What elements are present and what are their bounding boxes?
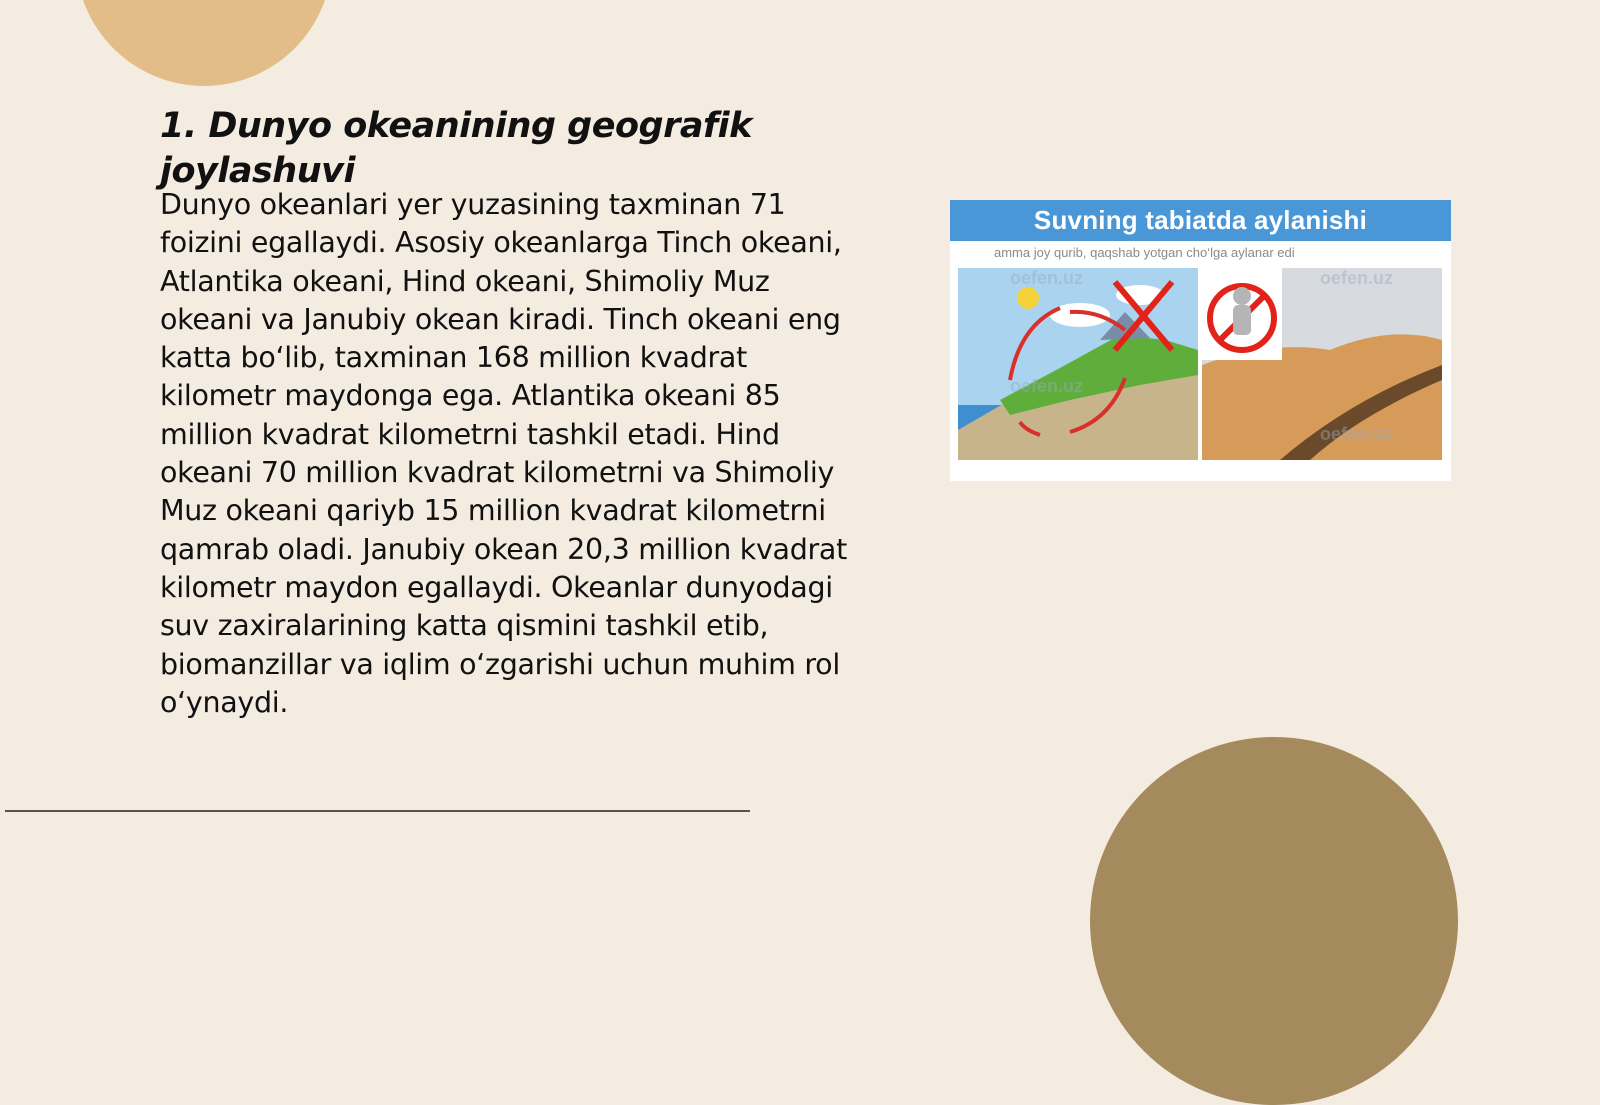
water-cycle-figure	[950, 200, 1451, 481]
watermark-text: oefen.uz	[1010, 376, 1084, 396]
watermark-text: oefen.uz	[1010, 268, 1084, 288]
figure-title: Suvning tabiatda aylanishi	[1033, 205, 1368, 235]
slide-title: 1. Dunyo okeanining geografik joylashuvi	[160, 106, 752, 191]
divider-line	[5, 810, 750, 812]
figure-title-banner	[950, 200, 1451, 241]
watermark-text: oefen.uz	[1320, 424, 1394, 444]
decorative-circle-top	[76, 0, 332, 86]
decorative-circle-bottom	[1090, 737, 1458, 1105]
figure-caption: amma joy qurib, qaqshab yotgan cho‘lga aylanar edi	[994, 245, 1295, 260]
watermark-text: oefen.uz	[1320, 268, 1394, 288]
slide-body-text: Dunyo okeanlari yer yuzasining taxminan 71 foizini egallaydi. Asosiy okeanlarga Tinch okeani, Atlantika okeani, Hind okeani, Shimoliy Muz okeani va Janubiy okean kiradi. Tinch okeani eng katta bo‘lib, taxminan 168 million kvadrat kilometr maydonga ega. Atlantika okeani 85 million kvadrat kilometrni tashkil etadi. Hind okeani 70 million kvadrat kilometrni va Shimoliy Muz okeani qariyb 15 million kvadrat kilometrni qamrab oladi. Janubiy okean 20,3 million kvadrat kilometr maydon egallaydi. Okeanlar dunyodagi suv zaxiralarining katta qismini tashkil etib, biomanzillar va iqlim o‘zgarishi uchun muhim rol o‘ynaydi.	[160, 188, 847, 719]
